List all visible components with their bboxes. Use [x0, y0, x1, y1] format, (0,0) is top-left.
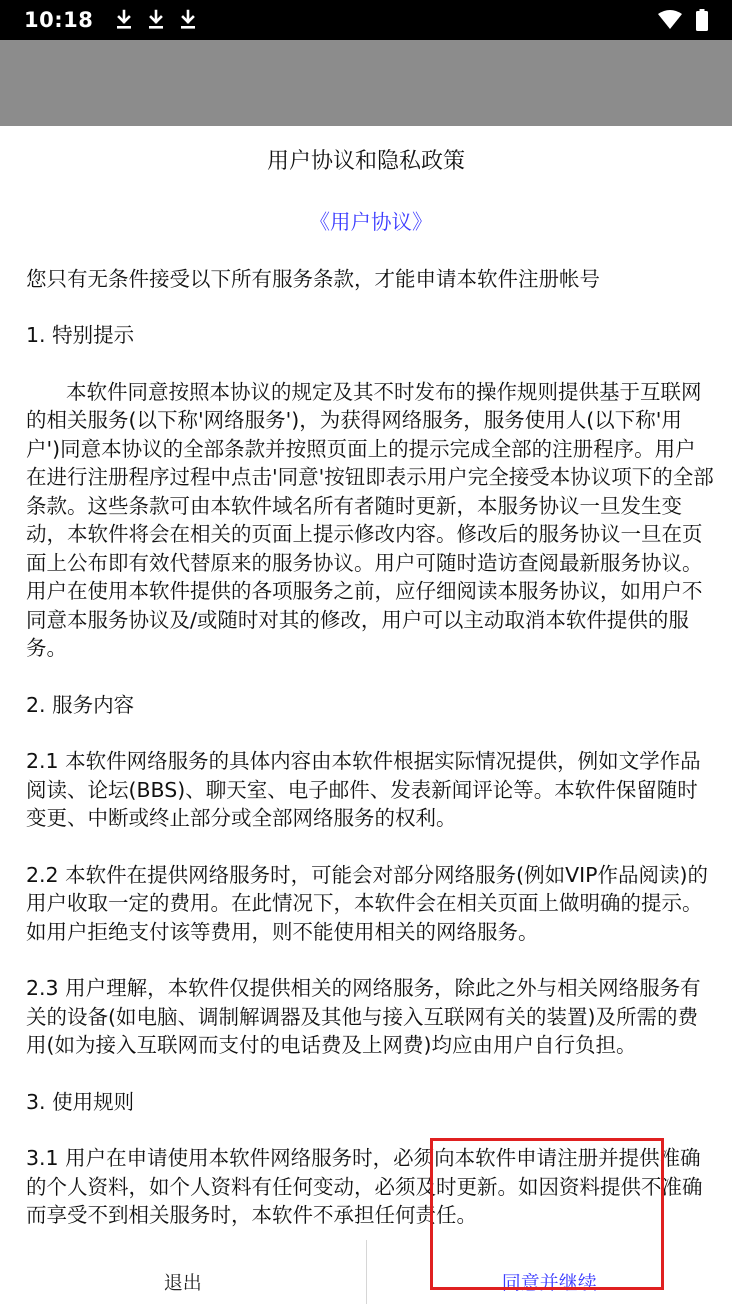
status-right [658, 9, 708, 31]
agreement-content[interactable] [26, 208, 716, 1230]
dialog-footer [0, 1240, 732, 1304]
dialog-title: 用户协议和隐私政策 [266, 149, 465, 174]
section-2-2: 2.2 本软件在提供网络服务时，可能会对部分网络服务(例如VIP作品阅读)的用户收取一定的费用。在此情况下，本软件会在相关页面上做明确的提示。如用户拒绝支付该等费用，则不能使用相关的网络服务。 [26, 862, 709, 944]
section-3-1: 3.1 用户在申请使用本软件网络服务时，必须向本软件申请注册并提供准确的个人资料，如个人资料有任何变动，必须及时更新。如因资料提供不准确而享受不到相关服务时，本软件不承担任何责任。 [26, 1146, 703, 1227]
section-1-body: 本软件同意按照本协议的规定及其不时发布的操作规则提供基于互联网的相关服务(以下称'网络服务')，为获得网络服务，服务使用人(以下称'用户')同意本协议的全部条款并按照页面上的提示完成全部的注册程序。用户在进行注册程序过程中点击'同意'按钮即表示用户完全接受本协议项下的全部条款。这些条款可由本软件域名所有者随时更新，本服务协议一旦发生变动，本软件将会在相关的页面上提示修改内容。修改后的服务协议一旦在页面上公布即有效代替原来的服务协议。用户可随时造访查阅最新服务协议。用户在使用本软件提供的各项服务之前，应仔细阅读本服务协议，如用户不同意本服务协议及/或随时对其的修改，用户可以主动取消本软件提供的服务。 [26, 379, 714, 660]
download-icon [179, 9, 197, 31]
intro-text: 您只有无条件接受以下所有服务条款，才能申请本软件注册帐号 [26, 266, 600, 291]
exit-button[interactable]: 退出 [163, 1271, 202, 1294]
status-bar [0, 0, 732, 40]
agree-continue-button[interactable]: 同意并继续 [501, 1271, 597, 1294]
agreement-dialog [0, 126, 732, 1304]
user-agreement-link[interactable]: 《用户协议》 [309, 210, 433, 234]
section-3-heading: 3. 使用规则 [26, 1089, 135, 1114]
notification-icons [115, 9, 197, 31]
dimmed-background [0, 40, 732, 126]
section-2-3: 2.3 用户理解，本软件仅提供相关的网络服务，除此之外与相关网络服务有关的设备(如电脑、调制解调器及其他与接入互联网有关的装置)及所需的费用(如为接入互联网而支付的电话费及上网费)均应由用户自行负担。 [26, 976, 701, 1057]
section-1-heading: 1. 特别提示 [26, 323, 135, 347]
section-2-heading: 2. 服务内容 [26, 692, 135, 717]
download-icon [147, 9, 165, 31]
download-icon [115, 9, 133, 31]
status-time: 10:18 [24, 8, 94, 32]
battery-icon [696, 9, 708, 31]
wifi-icon [658, 10, 682, 30]
section-2-1: 2.1 本软件网络服务的具体内容由本软件根据实际情况提供，例如文学作品阅读、论坛(BBS)、聊天室、电子邮件、发表新闻评论等。本软件保留随时变更、中断或终止部分或全部网络服务的权利。 [26, 749, 701, 830]
